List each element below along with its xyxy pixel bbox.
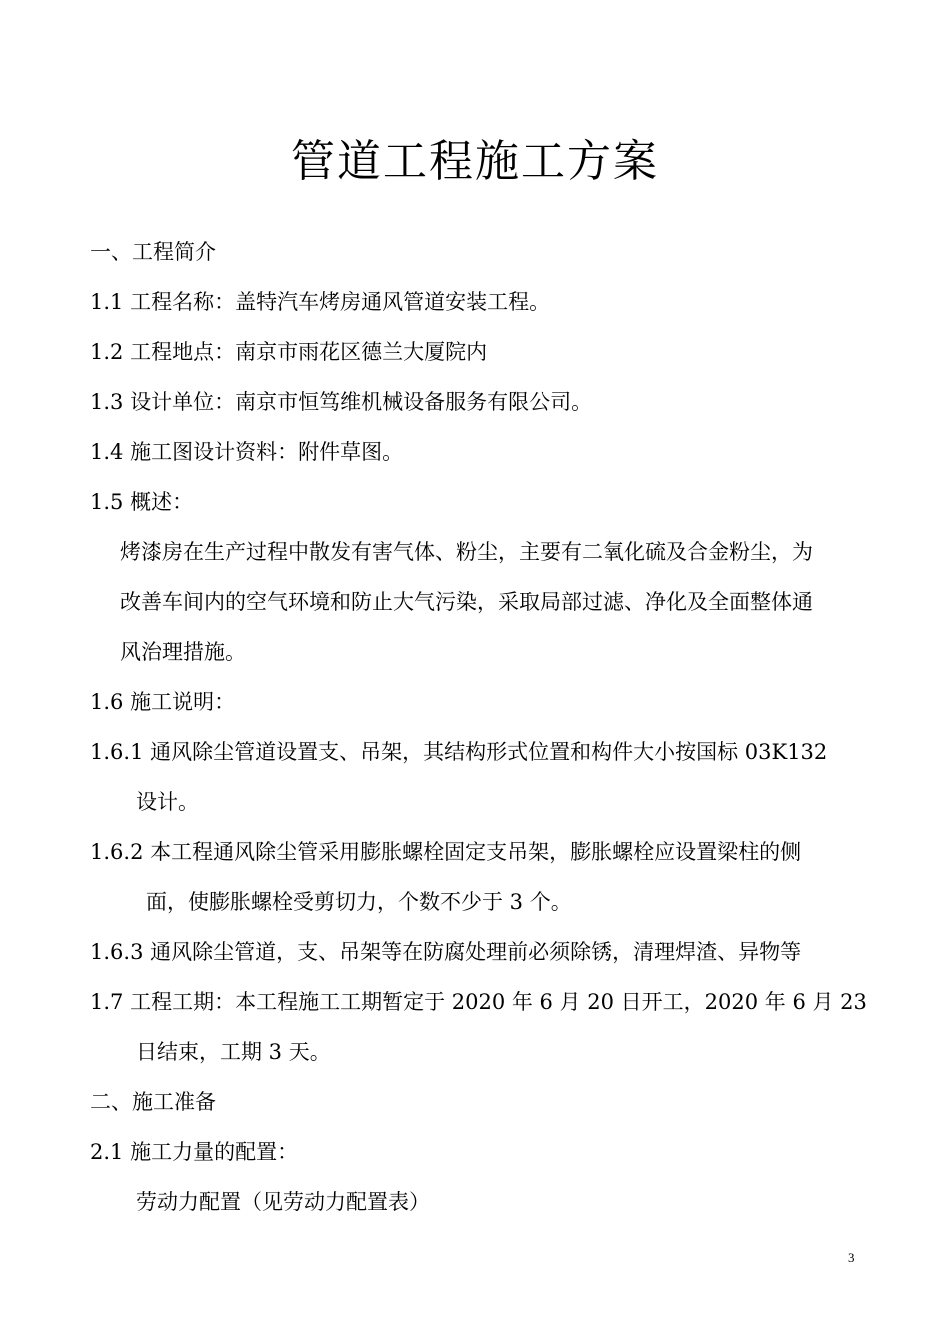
item-1-3: 1.3 设计单位：南京市恒笃维机械设备服务有限公司。 bbox=[90, 390, 593, 414]
item-1-2: 1.2 工程地点：南京市雨花区德兰大厦院内 bbox=[90, 340, 488, 364]
item-1-6-3: 1.6.3 通风除尘管道，支、吊架等在防腐处理前必须除锈，清理焊渣、异物等 bbox=[90, 940, 802, 964]
section-heading-1: 一、工程简介 bbox=[90, 240, 216, 264]
item-1-1: 1.1 工程名称：盖特汽车烤房通风管道安装工程。 bbox=[90, 290, 551, 314]
overview-paragraph-line: 改善车间内的空气环境和防止大气污染，采取局部过滤、净化及全面整体通 bbox=[120, 590, 813, 614]
page-number: 3 bbox=[848, 1250, 855, 1265]
section-heading-2: 二、施工准备 bbox=[90, 1090, 216, 1114]
overview-paragraph-line: 烤漆房在生产过程中散发有害气体、粉尘，主要有二氧化硫及合金粉尘，为 bbox=[120, 540, 813, 564]
document-title: 管道工程施工方案 bbox=[291, 136, 659, 187]
overview-paragraph-line: 风治理措施。 bbox=[120, 640, 246, 664]
item-1-7-continuation: 日结束，工期 3 天。 bbox=[136, 1040, 331, 1064]
item-1-6-2-continuation: 面，使膨胀螺栓受剪切力，个数不少于 3 个。 bbox=[146, 890, 572, 914]
item-1-6: 1.6 施工说明： bbox=[90, 690, 236, 714]
item-1-6-2: 1.6.2 本工程通风除尘管采用膨胀螺栓固定支吊架，膨胀螺栓应设置梁柱的侧 bbox=[90, 840, 802, 864]
item-1-4: 1.4 施工图设计资料：附件草图。 bbox=[90, 440, 404, 464]
item-1-5: 1.5 概述： bbox=[90, 490, 194, 514]
labor-config-line: 劳动力配置（见劳动力配置表） bbox=[136, 1190, 430, 1214]
item-1-6-1-continuation: 设计。 bbox=[136, 790, 199, 814]
item-2-1: 2.1 施工力量的配置： bbox=[90, 1140, 299, 1164]
item-1-7: 1.7 工程工期：本工程施工工期暂定于 2020 年 6 月 20 日开工，2020 年 6 月 23 bbox=[90, 990, 867, 1014]
item-1-6-1: 1.6.1 通风除尘管道设置支、吊架，其结构形式位置和构件大小按国标 03K132 bbox=[90, 740, 828, 764]
